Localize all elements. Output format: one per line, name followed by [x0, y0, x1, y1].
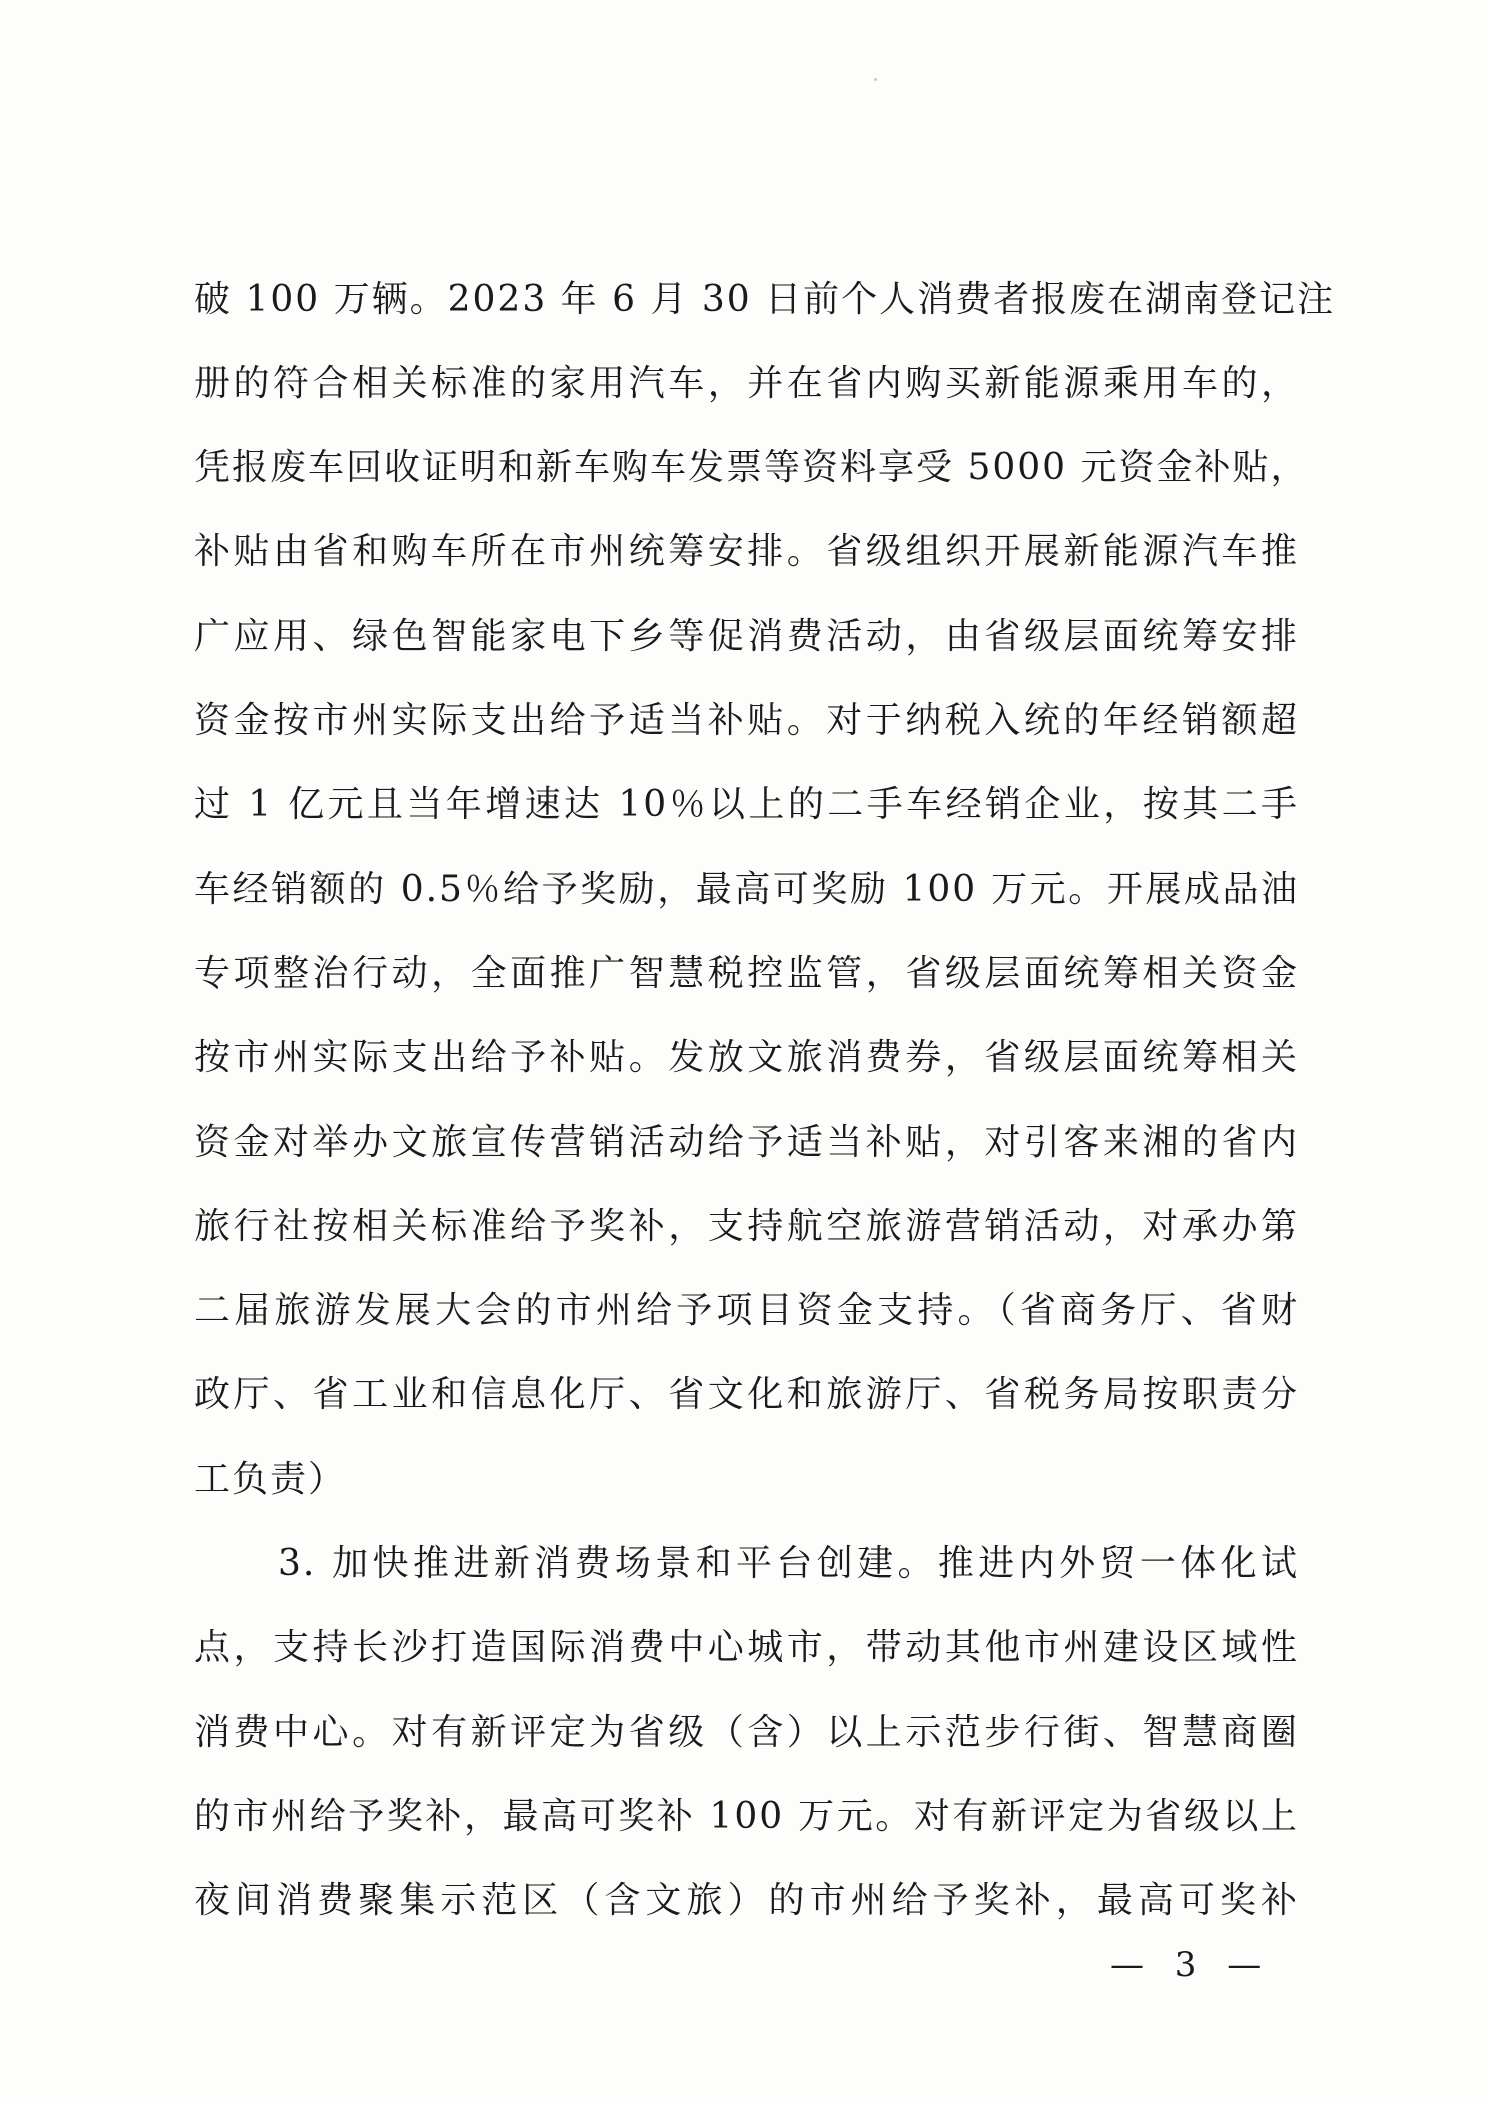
paragraph-1-line-6: 资金按市州实际支出给予适当补贴。对于纳税入统的年经销额超 [194, 700, 1299, 741]
paragraph-1-line-10: 按市州实际支出给予补贴。发放文旅消费券，省级层面统筹相关 [194, 1037, 1299, 1078]
paragraph-2-line-1: 3. 加快推进新消费场景和平台创建。推进内外贸一体化试 [278, 1543, 1299, 1584]
paragraph-2-line-3: 消费中心。对有新评定为省级（含）以上示范步行街、智慧商圈 [194, 1712, 1299, 1753]
paragraph-1-line-15: 工负责） [194, 1459, 347, 1500]
scan-speck [874, 78, 877, 81]
paragraph-1-line-2: 册的符合相关标准的家用汽车，并在省内购买新能源乘用车的， [194, 363, 1299, 404]
paragraph-1-line-5: 广应用、绿色智能家电下乡等促消费活动，由省级层面统筹安排 [194, 616, 1299, 657]
paragraph-1-line-14: 政厅、省工业和信息化厅、省文化和旅游厅、省税务局按职责分 [194, 1374, 1299, 1415]
paragraph-2-line-4: 的市州给予奖补，最高可奖补 100 万元。对有新评定为省级以上 [194, 1796, 1299, 1837]
paragraph-1-line-1: 破 100 万辆。2023 年 6 月 30 日前个人消费者报废在湖南登记注 [194, 279, 1336, 320]
paragraph-1-line-11: 资金对举办文旅宣传营销活动给予适当补贴，对引客来湘的省内 [194, 1122, 1299, 1163]
paragraph-1-line-4: 补贴由省和购车所在市州统筹安排。省级组织开展新能源汽车推 [194, 531, 1299, 572]
paragraph-1-line-7: 过 1 亿元且当年增速达 10％以上的二手车经销企业，按其二手 [194, 784, 1299, 825]
paragraph-1-line-13: 二届旅游发展大会的市州给予项目资金支持。（省商务厅、省财 [194, 1290, 1299, 1331]
paragraph-2-line-5: 夜间消费聚集示范区（含文旅）的市州给予奖补，最高可奖补 [194, 1880, 1299, 1921]
paragraph-2-line-2: 点，支持长沙打造国际消费中心城市，带动其他市州建设区域性 [194, 1627, 1299, 1668]
paragraph-1-line-3: 凭报废车回收证明和新车购车发票等资料享受 5000 元资金补贴， [194, 447, 1309, 488]
paragraph-1-line-9: 专项整治行动，全面推广智慧税控监管，省级层面统筹相关资金 [194, 953, 1299, 994]
page-number: — 3 — [1110, 1945, 1272, 1985]
paragraph-1-line-12: 旅行社按相关标准给予奖补，支持航空旅游营销活动，对承办第 [194, 1206, 1299, 1247]
paragraph-1-line-8: 车经销额的 0.5％给予奖励，最高可奖励 100 万元。开展成品油 [194, 869, 1299, 910]
